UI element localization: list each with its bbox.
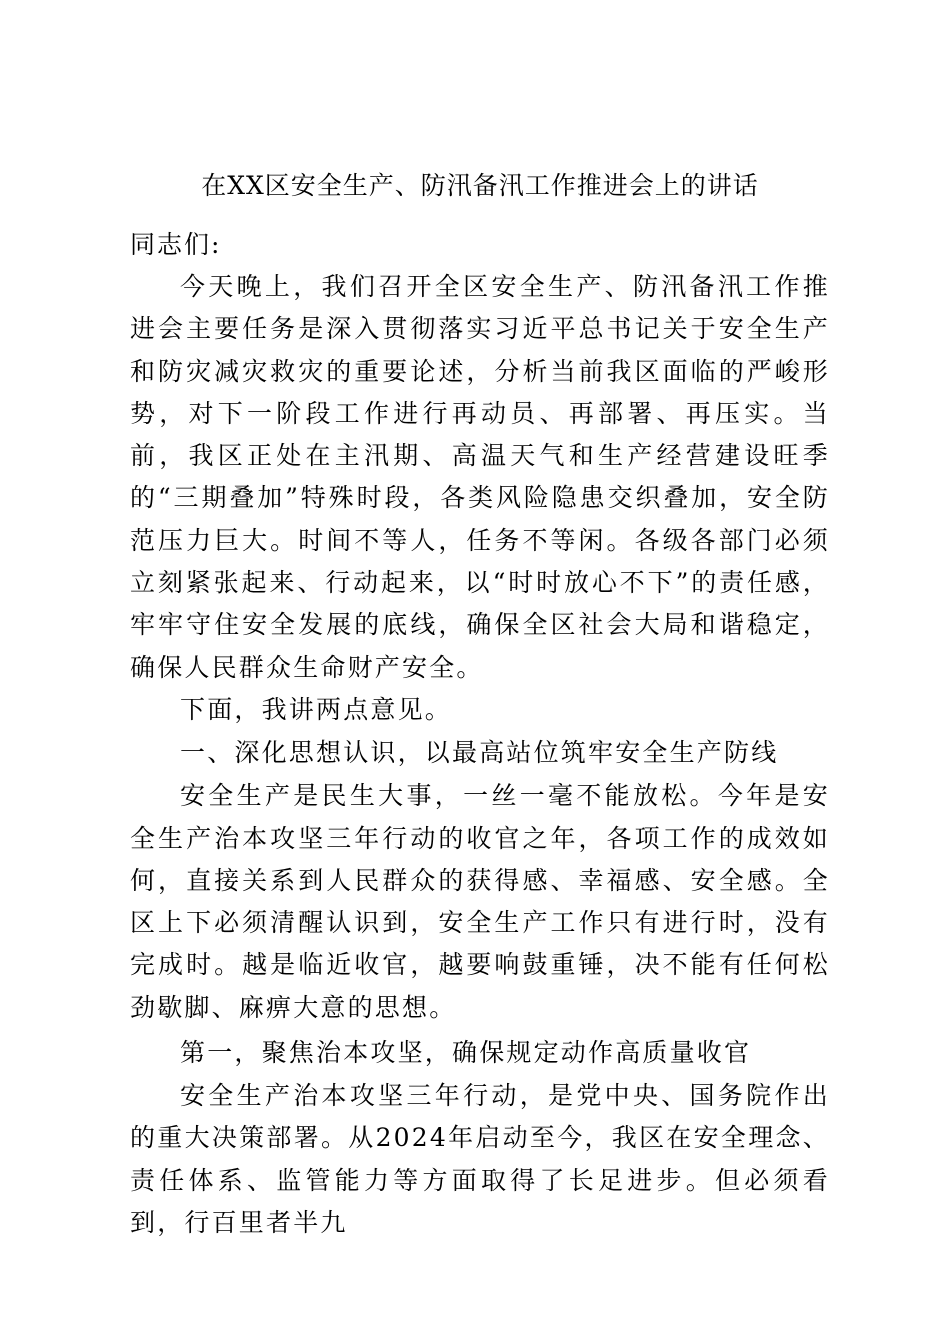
document-page <box>130 168 830 1244</box>
section-1-paragraph: 安全生产是民生大事，一丝一毫不能放松。今年是安全生产治本攻坚三年行动的收官之年，各项工作的成效如何，直接关系到人民群众的获得感、幸福感、安全感。全区上下必须清醒认识到，安全生产工作只有进行时，没有完成时。越是临近收官，越要响鼓重锤，决不能有任何松劲歇脚、麻痹大意的思想。 <box>130 781 830 1022</box>
opening-paragraph: 今天晚上，我们召开全区安全生产、防汛备汛工作推进会主要任务是深入贯彻落实习近平总书记关于安全生产和防灾减灾救灾的重要论述，分析当前我区面临的严峻形势，对下一阶段工作进行再动员、再部署、再压实。当前，我区正处在主汛期、高温天气和生产经营建设旺季的“三期叠加”特殊时段，各类风险隐患交织叠加，安全防范压力巨大。时间不等人，任务不等闲。各级各部门必须立刻紧张起来、行动起来，以“时时放心不下”的责任感，牢牢守住安全发展的底线，确保全区社会大局和谐稳定，确保人民群众生命财产安全。 <box>130 272 830 682</box>
section-heading-1: 一、深化思想认识，以最高站位筑牢安全生产防线 <box>180 738 779 768</box>
subsection-1-paragraph: 安全生产治本攻坚三年行动，是党中央、国务院作出的重大决策部署。从2024年启动至今，我区在安全理念、责任体系、监管能力等方面取得了长足进步。但必须看到，行百里者半九 <box>130 1081 830 1237</box>
subsection-heading-1: 第一，聚焦治本攻坚，确保规定动作高质量收官 <box>180 1038 752 1068</box>
salutation: 同志们: <box>130 230 222 259</box>
document-title: 在XX区安全生产、防汛备汛工作推进会上的讲话 <box>201 171 759 200</box>
transition-paragraph: 下面，我讲两点意见。 <box>180 694 453 724</box>
